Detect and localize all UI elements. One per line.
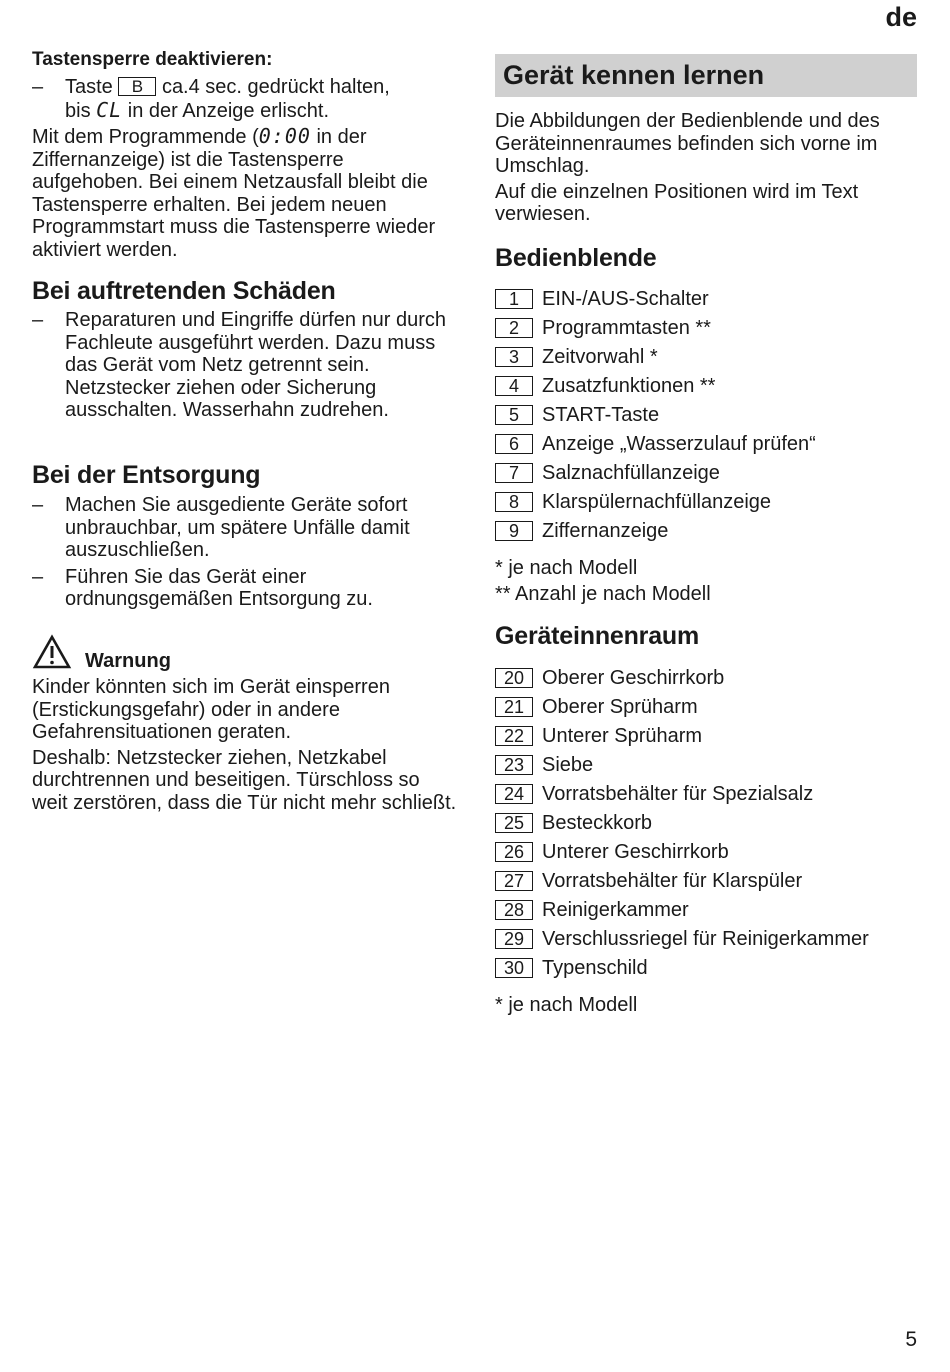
position-number: 22 xyxy=(495,726,533,746)
display-000-symbol: 0:00 xyxy=(258,124,311,148)
position-number: 8 xyxy=(495,492,533,512)
position-number: 1 xyxy=(495,289,533,309)
intro xyxy=(495,110,925,226)
position-number: 29 xyxy=(495,929,533,949)
position-label: Zusatzfunktionen ** xyxy=(542,375,716,397)
panel-heading: Bedienblende xyxy=(495,244,657,272)
unlock-line2-pre: bis xyxy=(65,99,91,122)
disposal-bullet-2-text: Führen Sie das Gerät einer ordnungsgemäßen Entsorgung zu. xyxy=(65,565,373,610)
unlock-bullet-post: ca.4 sec. gedrückt halten, xyxy=(161,76,390,98)
unlock-paragraph xyxy=(32,125,457,261)
unlock-para-line1-post: in der xyxy=(316,126,367,148)
position-number: 25 xyxy=(495,813,533,833)
interior-item xyxy=(495,840,925,869)
warning-triangle-icon xyxy=(32,634,72,670)
warning-text-2: Deshalb: Netzstecker ziehen, Netzkabel durchtrennen und beseitigen. Türschloss so weit zerstören, dass die Tür nicht mehr schließt. xyxy=(32,746,457,814)
position-label: Ziffernanzeige xyxy=(542,520,669,542)
position-label: Anzeige „Wasserzulauf prüfen“ xyxy=(542,433,816,455)
position-label: Zeitvorwahl * xyxy=(542,346,658,368)
disposal-bullet-1-text: Machen Sie ausgediente Geräte sofort unbrauchbar, um spätere Unfälle damit auszuschließen. xyxy=(65,494,410,561)
dash-bullet: – xyxy=(32,494,44,516)
position-label: Besteckkorb xyxy=(542,812,653,834)
disposal-bullet-1 xyxy=(32,494,457,562)
panel-note-1: * je nach Modell xyxy=(495,557,638,579)
interior-item xyxy=(495,724,925,753)
position-number: 4 xyxy=(495,376,533,396)
position-label: Typenschild xyxy=(542,957,648,979)
language-tag: de xyxy=(885,2,917,32)
position-label: Oberer Geschirrkorb xyxy=(542,667,725,689)
unlock-bullet xyxy=(32,76,457,122)
position-number: 2 xyxy=(495,318,533,338)
position-label: Vorratsbehälter für Klarspüler xyxy=(542,870,803,892)
damage-bullet-item xyxy=(32,309,457,422)
unlock-line2-post: in der Anzeige erlischt. xyxy=(127,99,330,122)
interior-item xyxy=(495,869,925,898)
position-number: 30 xyxy=(495,958,533,978)
damage-bullet xyxy=(32,309,457,422)
dash-bullet: – xyxy=(32,76,44,98)
position-number: 5 xyxy=(495,405,533,425)
position-number: 21 xyxy=(495,697,533,717)
interior-list xyxy=(495,666,925,985)
damage-bullet-text: Reparaturen und Eingriffe dürfen nur durch Fachleute ausgeführt werden. Dazu muss das Gerät vom Netz getrennt sein. Netzstecker ziehen oder Sicherung ausschalten. Wasserhahn zudrehen. xyxy=(65,309,446,421)
section-banner: Gerät kennen lernen xyxy=(495,54,917,97)
interior-item xyxy=(495,782,925,811)
position-label: Programmtasten ** xyxy=(542,317,711,339)
dash-bullet: – xyxy=(32,565,44,588)
position-number: 24 xyxy=(495,784,533,804)
unlock-para-pre: Mit dem Programmende ( xyxy=(32,126,259,148)
position-label: Verschlussriegel für Reinigerkammer xyxy=(542,928,869,950)
interior-item xyxy=(495,695,925,724)
interior-item xyxy=(495,811,925,840)
position-label: START-Taste xyxy=(542,404,660,426)
key-b-symbol: B xyxy=(118,77,156,96)
intro-text-2: Auf die einzelnen Positionen wird im Text verwiesen. xyxy=(495,180,859,225)
warning-label: Warnung xyxy=(85,650,171,672)
panel-notes xyxy=(495,557,925,605)
disposal-bullet-2 xyxy=(32,566,457,611)
interior-item xyxy=(495,927,925,956)
page-number: 5 xyxy=(905,1328,917,1351)
interior-item xyxy=(495,753,925,782)
panel-item xyxy=(495,461,925,490)
disposal-bullets xyxy=(32,494,457,611)
unlock-bullet-item xyxy=(32,76,457,122)
position-label: Oberer Sprüharm xyxy=(542,696,698,718)
panel-item xyxy=(495,403,925,432)
position-label: Reinigerkammer xyxy=(542,899,689,921)
position-label: Vorratsbehälter für Spezialsalz xyxy=(542,783,814,805)
dash-bullet: – xyxy=(32,309,44,331)
position-label: Siebe xyxy=(542,754,594,776)
position-number: 26 xyxy=(495,842,533,862)
position-number: 7 xyxy=(495,463,533,483)
panel-item xyxy=(495,345,925,374)
unlock-paragraph-text xyxy=(32,125,457,261)
interior-item xyxy=(495,956,925,985)
panel-item xyxy=(495,519,925,548)
position-label: Unterer Sprüharm xyxy=(542,725,703,747)
warning-text-1: Kinder könnten sich im Gerät einsperren (Erstickungsgefahr) oder in andere Gefahrensituationen geraten. xyxy=(32,676,390,743)
position-label: Klarspülernachfüllanzeige xyxy=(542,491,772,513)
panel-list xyxy=(495,287,925,548)
panel-note-2: ** Anzahl je nach Modell xyxy=(495,582,711,605)
position-number: 27 xyxy=(495,871,533,891)
unlock-para-rest: Ziffernanzeige) ist die Tastensperre aufgehoben. Bei einem Netzausfall bleibt die Tastensperre erhalten. Bei jedem neuen Programmstart muss die Tastensperre wieder aktiviert werden. xyxy=(32,148,436,261)
position-number: 3 xyxy=(495,347,533,367)
interior-note xyxy=(495,994,925,1017)
panel-item xyxy=(495,374,925,403)
interior-item xyxy=(495,898,925,927)
interior-item xyxy=(495,666,925,695)
position-label: EIN-/AUS-Schalter xyxy=(542,288,709,310)
unlock-bullet-pre: Taste xyxy=(65,76,113,98)
display-cl-symbol: CL xyxy=(96,97,123,122)
interior-heading: Geräteinnenraum xyxy=(495,622,700,650)
damage-heading: Bei auftretenden Schäden xyxy=(32,277,336,305)
position-label: Salznachfüllanzeige xyxy=(542,462,720,484)
disposal-heading: Bei der Entsorgung xyxy=(32,461,261,489)
panel-item xyxy=(495,316,925,345)
interior-note-text: * je nach Modell xyxy=(495,994,638,1016)
position-label: Unterer Geschirrkorb xyxy=(542,841,729,863)
panel-item xyxy=(495,432,925,461)
position-number: 20 xyxy=(495,668,533,688)
position-number: 9 xyxy=(495,521,533,541)
position-number: 28 xyxy=(495,900,533,920)
intro-text-1: Die Abbildungen der Bedienblende und des Geräteinnenraumes befinden sich vorne im Umschlag. xyxy=(495,110,880,177)
panel-item xyxy=(495,490,925,519)
position-number: 6 xyxy=(495,434,533,454)
panel-item xyxy=(495,287,925,316)
warning-text xyxy=(32,676,457,814)
unlock-heading: Tastensperre deaktivieren: xyxy=(32,49,273,70)
position-number: 23 xyxy=(495,755,533,775)
